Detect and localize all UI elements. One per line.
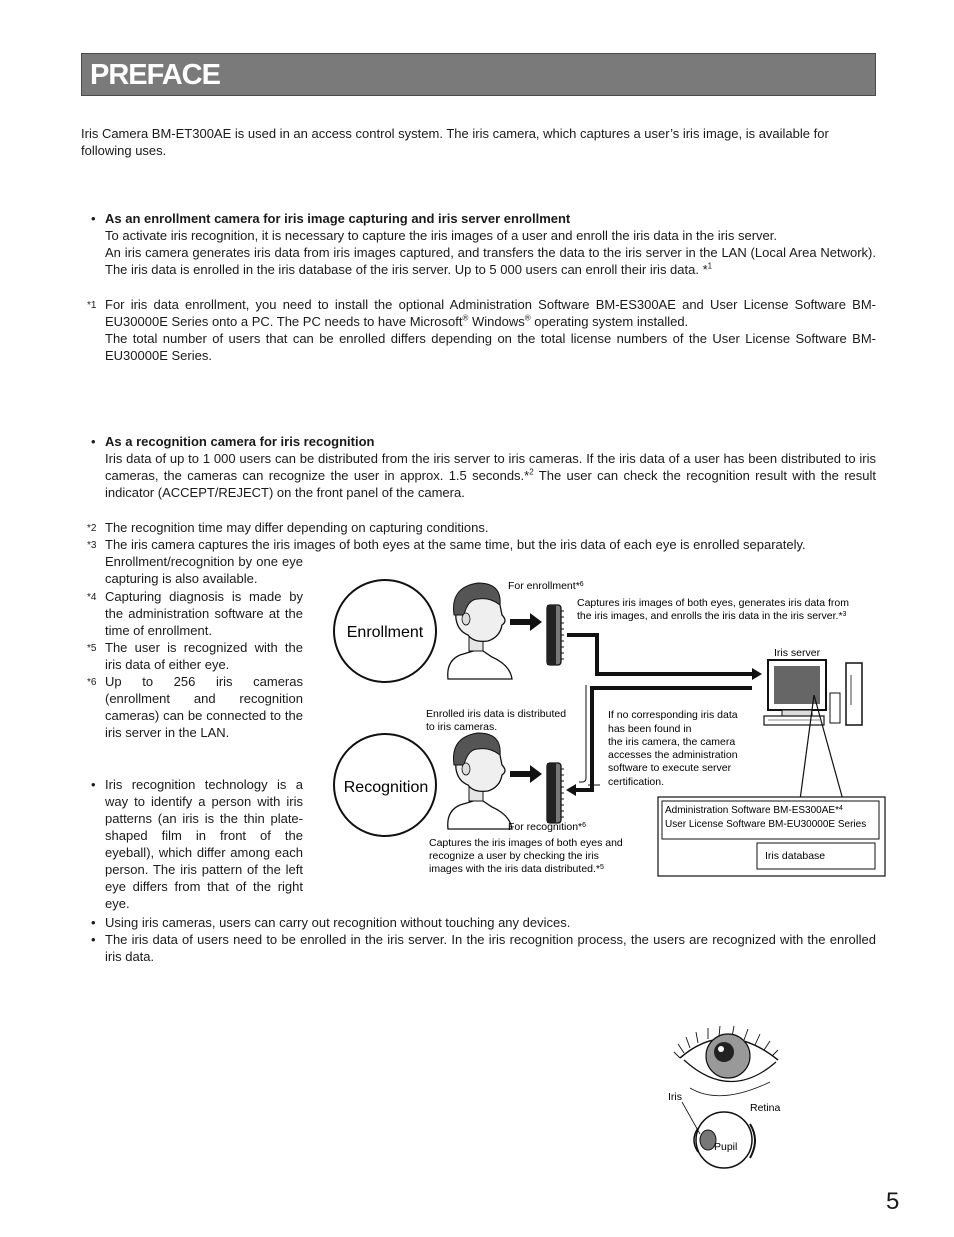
bullet-touchless: • Using iris cameras, users can carry out recognition without touching any devices. bbox=[91, 915, 571, 930]
enroll-desc-2: the iris images, and enrolls the iris data in the iris server.*$^3$ bbox=[577, 610, 847, 622]
title-bar bbox=[81, 53, 876, 96]
no-match-line-4: accesses the administration bbox=[608, 749, 738, 761]
page-title: PREFACE bbox=[90, 59, 220, 91]
distributed-line-1: Enrolled iris data is distributed bbox=[426, 708, 567, 720]
iris-server-label: Iris server bbox=[774, 647, 821, 659]
section-enrollment-p2: An iris camera generates iris data from iris images captured, and transfers the data to the iris server in the LAN (Local Area Network). The iris data is enrolled in the iris database of the iris server. Up to 5 000 users can enroll their iris data. *$^1$ bbox=[105, 245, 876, 277]
iris-label: Iris bbox=[668, 1091, 682, 1103]
section-enrollment bbox=[81, 210, 876, 278]
for-enrollment-label: For enrollment*$^6$ bbox=[508, 580, 584, 592]
admin-software-label: Administration Software BM-ES300AE*$^4$ bbox=[665, 805, 843, 816]
footnote-4: *4 Capturing diagnosis is made by the administration software at the time of enrollment. bbox=[87, 589, 303, 638]
no-match-line-3: the iris camera, the camera bbox=[608, 736, 736, 748]
eye-illustration bbox=[660, 1020, 800, 1170]
arrow-icon bbox=[510, 613, 542, 631]
iris-camera-enrollment bbox=[547, 605, 564, 665]
user-license-label: User License Software BM-EU30000E Series bbox=[665, 819, 867, 830]
footnote-2: *2 The recognition time may differ depending on capturing conditions. bbox=[87, 520, 489, 535]
bullet-icon: • bbox=[91, 434, 96, 449]
person-icon bbox=[448, 733, 512, 829]
arrow-icon bbox=[752, 668, 762, 680]
no-match-line-5: software to execute server bbox=[608, 762, 732, 774]
no-match-line-1: If no corresponding iris data bbox=[608, 709, 738, 721]
recog-desc-1: Captures the iris images of both eyes and bbox=[429, 837, 623, 849]
bullet-enrolled-data: • The iris data of users need to be enrolled in the iris server. In the iris recognition process, the users are recognized with the enrolled iris data. bbox=[91, 932, 876, 964]
distributed-line-2: to iris cameras. bbox=[426, 721, 498, 733]
pupil-label: Pupil bbox=[714, 1141, 738, 1153]
footnote-3-continued: Enrollment/recognition by one eye capturing is also available. bbox=[105, 554, 303, 586]
no-match-line-2: has been found in bbox=[608, 723, 692, 735]
bullet-icon: • bbox=[91, 211, 96, 226]
recog-desc-2: recognize a user by checking the iris bbox=[429, 850, 599, 862]
bullet-iris-technology: • Iris recognition technology is a way to identify a person with iris patterns (an iris is the thin plate-shaped film in front of the eyeball), which differ among each person. The iris pattern of the left eye differs from that of the right eye. bbox=[91, 777, 303, 911]
eyeball-cross-section bbox=[682, 1102, 755, 1168]
iris-database-label: Iris database bbox=[765, 850, 826, 862]
page-number: 5 bbox=[886, 1188, 900, 1215]
enrollment-label: Enrollment bbox=[346, 624, 424, 641]
intro-paragraph: Iris Camera BM-ET300AE is used in an access control system. The iris camera, which captures a user’s iris image, is available for following uses. bbox=[81, 126, 829, 158]
arrow-icon bbox=[510, 765, 542, 783]
footnote-1 bbox=[81, 296, 876, 364]
recog-desc-3: images with the iris data distributed.*$^5$ bbox=[429, 863, 604, 875]
eye-icon bbox=[674, 1026, 778, 1096]
person-icon bbox=[448, 583, 512, 679]
arrow-icon bbox=[566, 784, 576, 796]
for-recognition-label: For recognition*$^6$ bbox=[508, 821, 587, 833]
footnote-1-line1: For iris data enrollment, you need to install the optional Administration Software BM-ES300AE and User License Software BM-EU30000E Series onto a PC. The PC needs to have Microsoft® Windows® operating system installed. bbox=[105, 297, 876, 329]
enroll-desc-1: Captures iris images of both eyes, generates iris data from bbox=[577, 597, 849, 609]
connection-line bbox=[567, 635, 752, 674]
footnote-6: *6 Up to 256 iris cameras (enrollment and recognition cameras) can be connected to the iris server in the LAN. bbox=[87, 674, 303, 740]
section-recognition-p1: Iris data of up to 1 000 users can be distributed from the iris server to iris cameras. If the iris data of a user has been distributed to iris cameras, the cameras can recognize the user in approx. 1.5 seconds.*$^2$ The user can check the recognition result with the result indicator (ACCEPT/REJECT) on the front panel of the camera. bbox=[105, 451, 876, 500]
retina-label: Retina bbox=[750, 1102, 781, 1114]
section-enrollment-p1: To activate iris recognition, it is necessary to capture the iris images of a user and enroll the iris data in the iris server. bbox=[105, 228, 777, 243]
iris-camera-recognition bbox=[547, 763, 564, 823]
no-match-line-6: certification. bbox=[608, 776, 665, 788]
connection-line bbox=[579, 685, 586, 782]
system-diagram bbox=[330, 575, 890, 885]
footnote-1-mark: *1 bbox=[87, 300, 97, 311]
footnote-3: *3 The iris camera captures the iris images of both eyes at the same time, but the iris data of each eye is enrolled separately. bbox=[87, 537, 806, 552]
bullet-icon: • bbox=[91, 915, 96, 930]
iris-server-computer bbox=[764, 660, 862, 725]
footnote-5: *5 The user is recognized with the iris data of either eye. bbox=[87, 640, 303, 672]
section-recognition-heading: As a recognition camera for iris recognition bbox=[105, 434, 375, 449]
section-recognition bbox=[81, 433, 876, 501]
recognition-label: Recognition bbox=[343, 779, 429, 796]
bullet-icon: • bbox=[91, 777, 96, 792]
footnote-1-line2: The total number of users that can be enrolled differs depending on the total license numbers of the User License Software BM-EU30000E Series. bbox=[105, 331, 876, 363]
bullet-icon: • bbox=[91, 932, 96, 947]
section-enrollment-heading: As an enrollment camera for iris image capturing and iris server enrollment bbox=[105, 211, 571, 226]
